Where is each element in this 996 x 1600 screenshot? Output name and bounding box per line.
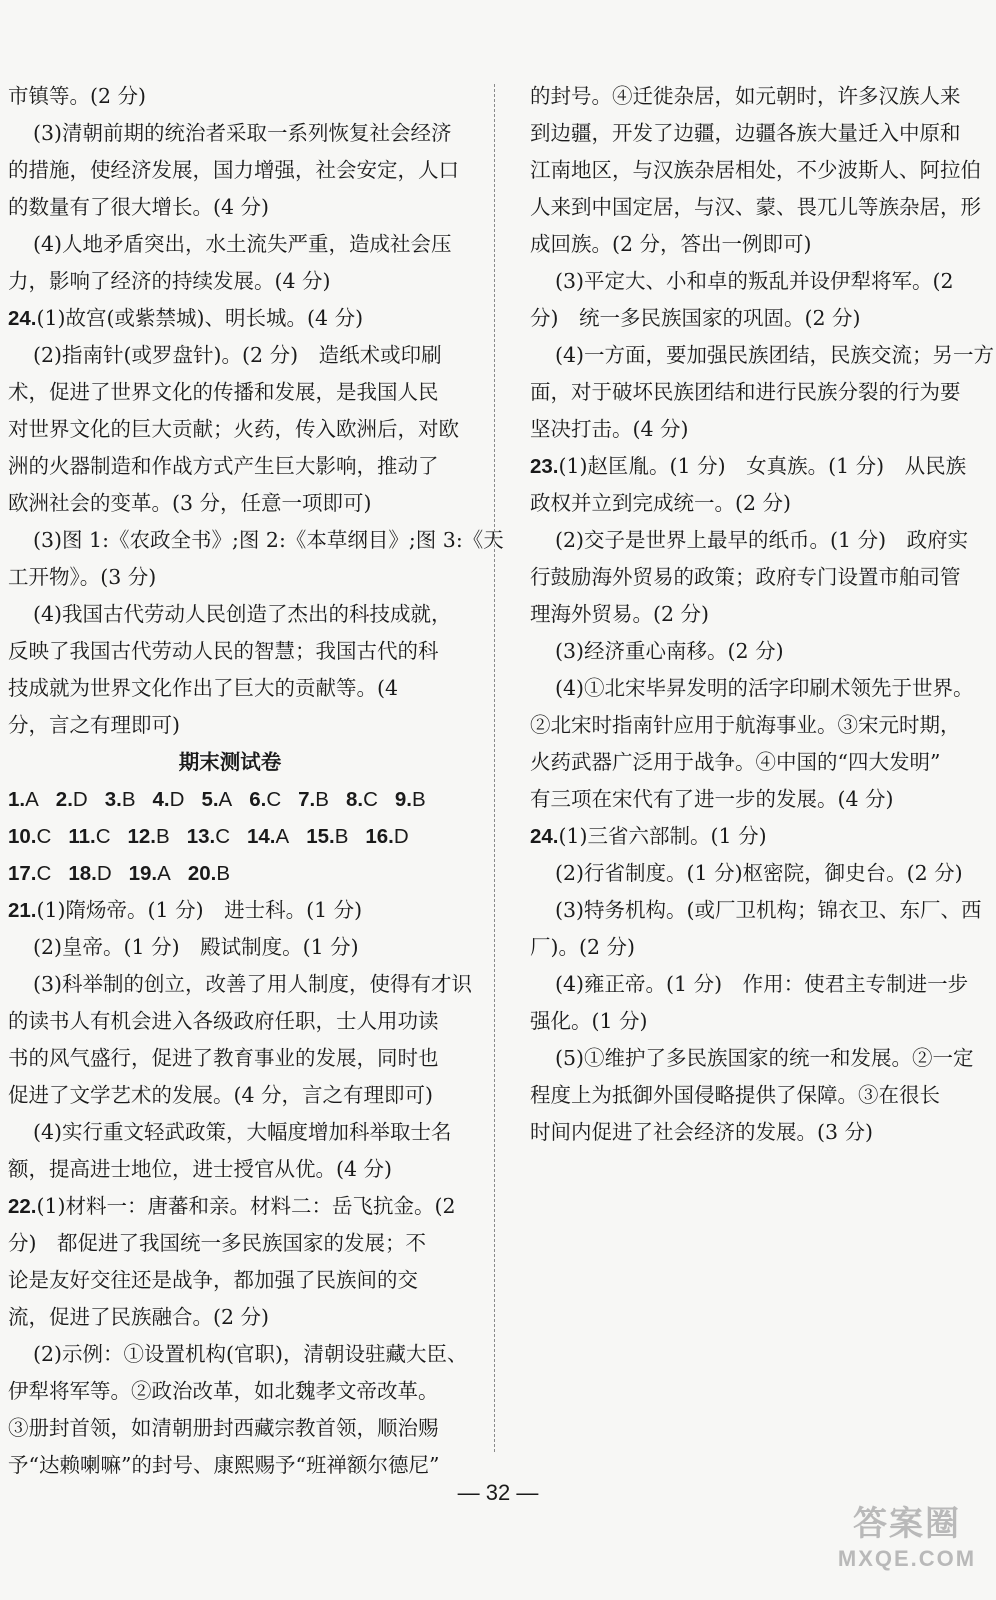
answer-text: (4)实行重文轻武政策，大幅度增加科举取士名: [33, 1120, 452, 1144]
answer-text: 分) 统一多民族国家的巩固。(2 分): [530, 306, 861, 330]
answer-text: 程度上为抵御外国侵略提供了保障。③在很长: [530, 1083, 940, 1107]
answer-line: [8, 1225, 452, 1262]
question-number: 23.: [530, 455, 559, 478]
answer-line: [530, 855, 974, 892]
answer-text: ③册封首领，如清朝册封西藏宗教首领，顺治赐: [8, 1416, 439, 1440]
answer-line: [8, 1188, 456, 1225]
mc-question-number: 17.: [8, 862, 37, 885]
answer-text: (2)指南针(或罗盘针)。(2 分) 造纸术或印刷: [33, 343, 442, 367]
mc-answer: [306, 825, 348, 848]
question-number: 22.: [8, 1195, 37, 1218]
answer-text: 坚决打击。(4 分): [530, 417, 689, 441]
mc-answer: [395, 788, 426, 811]
question-number: 24.: [8, 307, 37, 330]
mc-answer-letter: C: [95, 825, 111, 848]
answer-line: [530, 559, 974, 596]
mc-question-number: 8.: [345, 788, 364, 811]
answer-text: (3)科举制的创立，改善了用人制度，使得有才识: [33, 972, 473, 996]
mc-answer-letter: B: [315, 788, 329, 811]
answer-line: [530, 374, 974, 411]
mc-answer-letter: D: [169, 788, 185, 811]
answer-line: [530, 300, 974, 337]
answer-line: [8, 559, 452, 596]
answer-line: [530, 1003, 974, 1040]
answer-text: 术，促进了世界文化的传播和发展，是我国人民: [8, 380, 439, 404]
answer-line: [8, 966, 473, 1003]
mc-answer: [346, 788, 378, 811]
answer-line: [8, 411, 459, 448]
mc-question-number: 9.: [394, 788, 412, 811]
answer-line: [530, 892, 982, 929]
answer-text: (2)示例：①设置机构(官职)，清朝设驻藏大臣、: [33, 1342, 468, 1366]
answer-line: [530, 115, 974, 152]
answer-line: [8, 1336, 468, 1373]
answer-line: [8, 1040, 452, 1077]
mc-answer-letter: C: [36, 825, 52, 848]
answer-line: [530, 1077, 974, 1114]
watermark-logo-text: 答案圈: [853, 1505, 961, 1543]
answer-line: [530, 633, 974, 670]
answer-line: [530, 1040, 974, 1077]
answer-text: (3)特务机构。(或厂卫机构；锦衣卫、东厂、西: [555, 898, 982, 922]
mc-answer-letter: A: [157, 862, 171, 885]
answer-line: [530, 448, 974, 485]
mc-answer: [249, 788, 281, 811]
answer-text: 分) 都促进了我国统一多民族国家的发展；不: [8, 1231, 426, 1255]
mc-question-number: 2.: [55, 788, 73, 811]
answer-text: (3)平定大、小和卓的叛乱并设伊犁将军。(2: [555, 269, 954, 293]
multiple-choice-answers: [8, 781, 452, 818]
answer-text: (5)①维护了多民族国家的统一和发展。②一定: [555, 1046, 974, 1070]
question-number: 21.: [8, 899, 37, 922]
answer-text: (1)故宫(或紫禁城)、明长城。(4 分): [36, 306, 364, 330]
answer-text: 分，言之有理即可): [8, 713, 180, 737]
mc-answer-letter: A: [275, 825, 290, 848]
answer-line: [8, 374, 452, 411]
section-heading: 期末测试卷: [178, 750, 282, 774]
answer-line: [530, 337, 995, 374]
answer-line: [530, 1114, 974, 1151]
answer-text: (4)①北宋毕昇发明的活字印刷术领先于世界。: [555, 676, 974, 700]
mc-answer: [153, 788, 185, 811]
answer-line: [8, 1299, 452, 1336]
answer-text: 厂)。(2 分): [530, 935, 636, 959]
mc-question-number: 12.: [127, 825, 156, 848]
mc-answer-letter: A: [218, 788, 233, 811]
answer-line: [530, 263, 974, 300]
mc-answer: [105, 788, 136, 811]
answer-line: [8, 300, 452, 337]
answer-line: [8, 707, 452, 744]
answer-text: 额，提高进士地位，进士授官从优。(4 分): [8, 1157, 393, 1181]
mc-question-number: 14.: [247, 825, 276, 848]
answer-text: 反映了我国古代劳动人民的智慧；我国古代的科: [8, 639, 439, 663]
answer-text: 欧洲社会的变革。(3 分，任意一项即可): [8, 491, 372, 515]
answer-line: [8, 596, 452, 633]
mc-answer: [68, 825, 110, 848]
answer-line: [530, 411, 974, 448]
answer-text: 强化。(1 分): [530, 1009, 648, 1033]
mc-answer-letter: A: [25, 788, 39, 811]
mc-answer-letter: C: [215, 825, 230, 848]
answer-line: [8, 892, 452, 929]
question-number: 24.: [530, 825, 559, 848]
mc-answer: [128, 825, 170, 848]
mc-answer-letter: B: [411, 788, 426, 811]
mc-answer: [298, 788, 329, 811]
answer-text: 政权并立到完成统一。(2 分): [530, 491, 792, 515]
mc-answer-letter: B: [216, 862, 230, 885]
answer-line: [8, 485, 452, 522]
answer-text: ②北宋时指南针应用于航海事业。③宋元时期，: [530, 713, 961, 737]
answer-line: [8, 1447, 452, 1484]
answer-line: [8, 263, 452, 300]
answer-line: [8, 1077, 452, 1114]
answer-line: [530, 189, 981, 226]
answer-text: 的读书人有机会进入各级政府任职，士人用功读: [8, 1009, 439, 1033]
answer-line: [8, 1003, 452, 1040]
answer-line: [530, 707, 974, 744]
answer-line: [8, 1410, 452, 1447]
mc-answer-letter: D: [96, 862, 112, 885]
mc-question-number: 3.: [104, 788, 122, 811]
multiple-choice-answers: [8, 818, 452, 855]
answer-line: [530, 78, 974, 115]
answer-text: (2)交子是世界上最早的纸币。(1 分) 政府实: [555, 528, 969, 552]
answer-text: 有三项在宋代有了进一步的发展。(4 分): [530, 787, 894, 811]
page-number: — 32 —: [457, 1480, 539, 1505]
answer-line: [8, 1373, 452, 1410]
mc-question-number: 7.: [298, 788, 316, 811]
answer-text: 时间内促进了社会经济的发展。(3 分): [530, 1120, 874, 1144]
answer-text: (4)一方面，要加强民族团结，民族交流；另一方: [555, 343, 995, 367]
mc-answer: [201, 788, 232, 811]
mc-answer: [188, 862, 230, 885]
mc-question-number: 1.: [8, 788, 26, 811]
answer-line: [8, 189, 452, 226]
answer-line: [530, 929, 974, 966]
answer-line: [8, 337, 452, 374]
answer-text: 的封号。④迁徙杂居，如元朝时，许多汉族人来: [530, 84, 961, 108]
answer-line: [8, 929, 452, 966]
mc-answer-letter: C: [36, 862, 52, 885]
mc-question-number: 15.: [306, 825, 335, 848]
answer-line: [8, 448, 452, 485]
mc-question-number: 5.: [201, 788, 219, 811]
right-column: [530, 78, 995, 1151]
answer-text: (1)隋炀帝。(1 分) 进士科。(1 分): [36, 898, 363, 922]
answer-text: 技成就为世界文化作出了巨大的贡献等。(4: [8, 676, 399, 700]
answer-line: [8, 1114, 452, 1151]
answer-line: [8, 115, 452, 152]
mc-question-number: 16.: [365, 825, 394, 848]
answer-line: [530, 596, 974, 633]
mc-answer: [365, 825, 408, 848]
answer-text: 工开物》。(3 分): [8, 565, 157, 589]
answer-text: (1)材料一：唐蕃和亲。材料二：岳飞抗金。(2: [36, 1194, 456, 1218]
mc-answer: [8, 862, 51, 885]
answer-line: [530, 485, 974, 522]
mc-question-number: 10.: [8, 825, 37, 848]
answer-text: (4)我国古代劳动人民创造了杰出的科技成就，: [33, 602, 452, 626]
mc-answer: [56, 788, 88, 811]
mc-question-number: 4.: [152, 788, 170, 811]
column-divider: [494, 84, 495, 1452]
answer-text: 洲的火器制造和作战方式产生巨大影响，推动了: [8, 454, 439, 478]
answer-line: [8, 226, 452, 263]
answer-text: 到边疆，开发了边疆，边疆各族大量迁入中原和: [530, 121, 961, 145]
answer-text: (4)雍正帝。(1 分) 作用：使君主专制进一步: [555, 972, 969, 996]
answer-text: (1)赵匡胤。(1 分) 女真族。(1 分) 从民族: [558, 454, 967, 478]
answer-text: (1)三省六部制。(1 分): [558, 824, 767, 848]
answer-text: 成回族。(2 分，答出一例即可): [530, 232, 812, 256]
answer-text: (4)人地矛盾突出，水土流失严重，造成社会压: [33, 232, 452, 256]
answer-text: (3)图 1:《农政全书》;图 2:《本草纲目》;图 3:《天: [33, 528, 504, 552]
watermark-url: MXQE.COM: [837, 1546, 977, 1571]
answer-line: [530, 226, 974, 263]
answer-line: [530, 670, 974, 707]
answer-line: [8, 670, 452, 707]
answer-line: [530, 781, 974, 818]
mc-answer: [247, 825, 289, 848]
answer-line: [530, 744, 974, 781]
mc-answer-letter: B: [334, 825, 349, 848]
answer-text: (2)行省制度。(1 分)枢密院，御史台。(2 分): [555, 861, 963, 885]
answer-line: [530, 522, 974, 559]
answer-text: (3)清朝前期的统治者采取一系列恢复社会经济: [33, 121, 452, 145]
answer-line: [8, 78, 452, 115]
mc-question-number: 19.: [128, 862, 158, 885]
mc-answer: [129, 862, 171, 885]
answer-text: 火药武器广泛用于战争。④中国的“四大发明”: [530, 750, 941, 774]
answer-text: 对世界文化的巨大贡献；火药，传入欧洲后，对欧: [8, 417, 459, 441]
multiple-choice-answers: [8, 855, 452, 892]
answer-text: 促进了文学艺术的发展。(4 分，言之有理即可): [8, 1083, 434, 1107]
mc-answer: [187, 825, 230, 848]
answer-text: 江南地区，与汉族杂居相处，不少波斯人、阿拉伯: [530, 158, 981, 182]
answer-text: 面，对于破坏民族团结和进行民族分裂的行为要: [530, 380, 961, 404]
mc-answer: [68, 862, 111, 885]
answer-text: (3)经济重心南移。(2 分): [555, 639, 784, 663]
answer-text: 书的风气盛行，促进了教育事业的发展，同时也: [8, 1046, 439, 1070]
answer-text: 理海外贸易。(2 分): [530, 602, 710, 626]
mc-question-number: 18.: [68, 862, 97, 885]
mc-answer-letter: D: [393, 825, 409, 848]
mc-answer-letter: C: [363, 788, 378, 811]
answer-line: [8, 633, 452, 670]
mc-answer: [8, 788, 39, 811]
mc-answer-letter: C: [266, 788, 282, 811]
answer-line: [8, 522, 504, 559]
answer-line: [8, 1151, 452, 1188]
mc-question-number: 20.: [187, 862, 217, 885]
answer-text: 力，影响了经济的持续发展。(4 分): [8, 269, 331, 293]
mc-answer-letter: B: [121, 788, 136, 811]
mc-answer: [8, 825, 51, 848]
mc-question-number: 13.: [186, 825, 216, 848]
left-column: [8, 78, 504, 1484]
answer-line: [8, 1262, 452, 1299]
answer-line: [530, 818, 974, 855]
mc-question-number: 11.: [68, 825, 96, 848]
answer-text: 论是友好交往还是战争，都加强了民族间的交: [8, 1268, 418, 1292]
answer-text: 的措施，使经济发展，国力增强，社会安定，人口: [8, 158, 459, 182]
mc-answer-letter: B: [156, 825, 170, 848]
answer-text: 予“达赖喇嘛”的封号、康熙赐予“班禅额尔德尼”: [8, 1453, 440, 1477]
answer-text: 流，促进了民族融合。(2 分): [8, 1305, 270, 1329]
site-watermark: [832, 1502, 982, 1582]
answer-text: 市镇等。(2 分): [8, 84, 147, 108]
answer-text: (2)皇帝。(1 分) 殿试制度。(1 分): [33, 935, 359, 959]
answer-line: [530, 152, 981, 189]
answer-text: 的数量有了很大增长。(4 分): [8, 195, 270, 219]
answer-text: 人来到中国定居，与汉、蒙、畏兀儿等族杂居，形: [530, 195, 981, 219]
mc-question-number: 6.: [249, 788, 267, 811]
answer-line: [8, 152, 459, 189]
answer-line: [530, 966, 974, 1003]
mc-answer-letter: D: [72, 788, 88, 811]
answer-text: 伊犁将军等。②政治改革，如北魏孝文帝改革。: [8, 1379, 439, 1403]
answer-text: 行鼓励海外贸易的政策；政府专门设置市舶司管: [530, 565, 961, 589]
